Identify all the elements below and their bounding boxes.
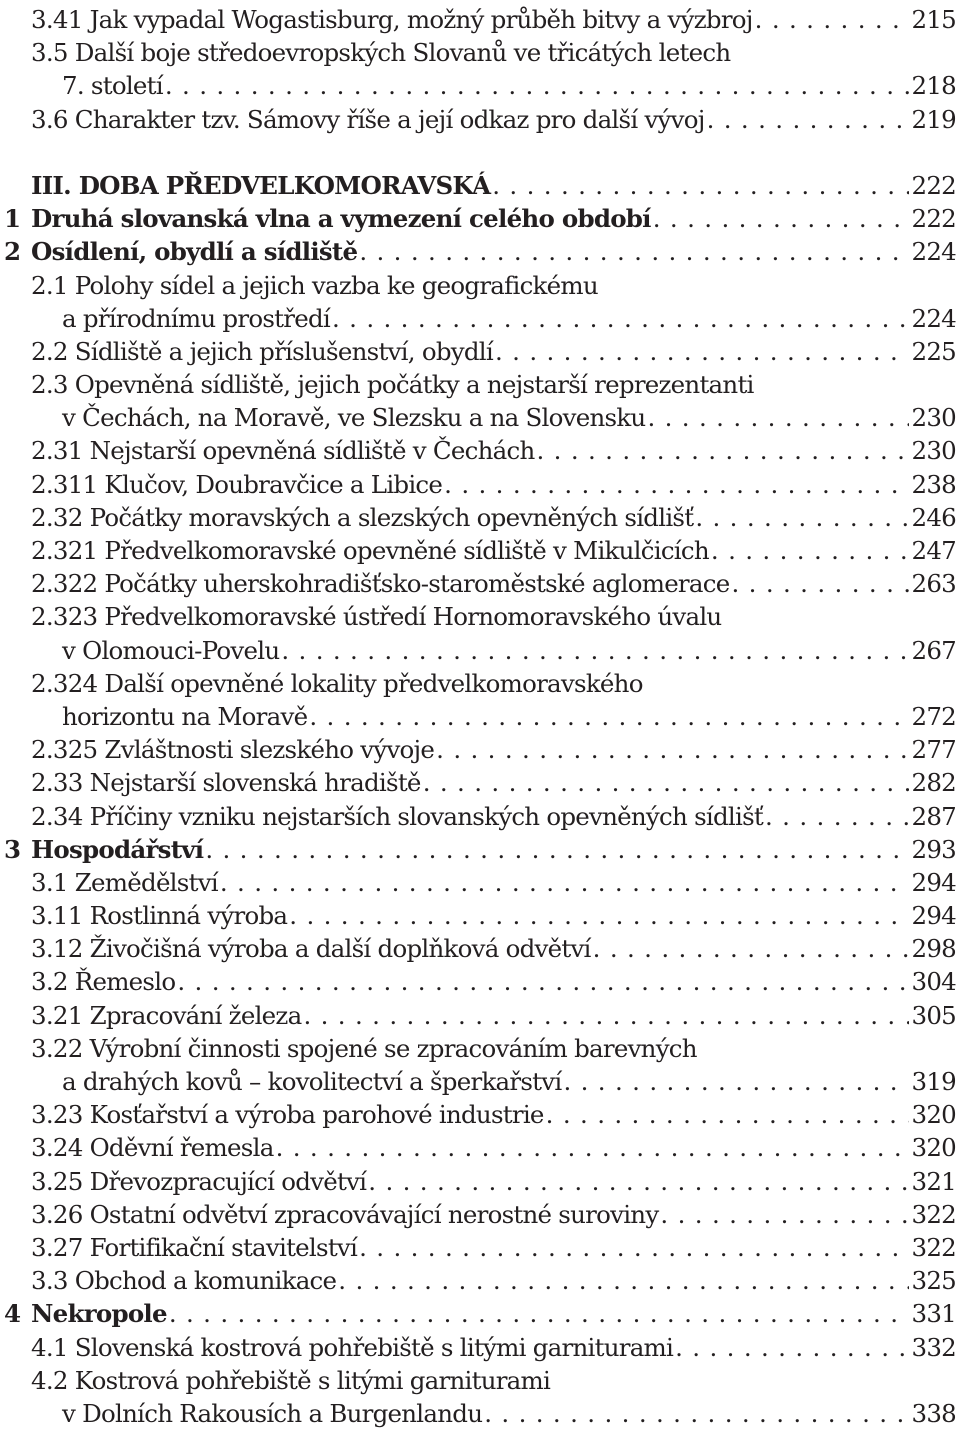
toc-entry [0, 1397, 960, 1430]
toc-page-number: 219 [911, 104, 956, 134]
dot-leader [492, 169, 909, 202]
toc-page-number: 293 [911, 834, 956, 864]
dot-leader [653, 202, 910, 235]
toc-page-number: 230 [911, 436, 956, 466]
toc-page-number: 294 [911, 867, 956, 897]
toc-entry-title: v Dolních Rakousích a Burgenlandu [62, 1398, 483, 1428]
toc-page-number: 222 [911, 204, 956, 234]
toc-entry [0, 501, 960, 534]
dot-leader [495, 335, 910, 368]
toc-entry-title: 2.322 Počátky uherskohradišťsko-staroměstské aglomerace [31, 569, 730, 599]
toc-entry-title: 3.21 Zpracování železa [31, 1000, 302, 1030]
toc-page-number: 298 [911, 934, 956, 964]
toc-page-number: 267 [911, 635, 956, 665]
toc-entry [0, 1331, 960, 1364]
toc-entry [0, 235, 960, 268]
toc-entry-title: 3.12 Živočišná výroba a další doplňková odvětví [31, 934, 591, 964]
toc-page-number: 321 [911, 1166, 956, 1196]
dot-leader [765, 800, 909, 833]
dot-leader [338, 1264, 909, 1297]
dot-leader [444, 468, 909, 501]
toc-page-number: 230 [911, 403, 956, 433]
toc-entry [0, 468, 960, 501]
toc-entry-title: 2.31 Nejstarší opevněná sídliště v Čechách [31, 436, 535, 466]
toc-page-number: 238 [911, 469, 956, 499]
toc-entry [0, 1297, 960, 1330]
toc-entry [0, 833, 960, 866]
toc-entry-title: 3.25 Dřevozpracující odvětví [31, 1166, 367, 1196]
toc-page-number: 246 [911, 502, 956, 532]
dot-leader [731, 567, 909, 600]
toc-page-number: 277 [911, 735, 956, 765]
toc-entry [0, 335, 960, 368]
toc-entry-title: III. DOBA PŘEDVELKOMORAVSKÁ [31, 170, 491, 200]
toc-entry-title: 3.2 Řemeslo [31, 967, 176, 997]
toc-entry-title: v Čechách, na Moravě, ve Slezsku a na Slovensku [62, 403, 646, 433]
toc-entry [0, 899, 960, 932]
toc-entry-title: 7. století [62, 71, 163, 101]
toc-page-number: 225 [911, 336, 956, 366]
dot-leader [309, 700, 909, 733]
toc-page-number: 224 [911, 237, 956, 267]
toc-entry [0, 1264, 960, 1297]
dot-leader [707, 103, 910, 136]
toc-page-number: 332 [911, 1332, 956, 1362]
toc-entry-title: 2.325 Zvláštnosti slezského vývoje [31, 735, 435, 765]
toc-entry [0, 965, 960, 998]
dot-leader [169, 1297, 910, 1330]
toc-page-number: 294 [911, 901, 956, 931]
toc-spacer [0, 136, 960, 169]
toc-entry [0, 302, 960, 335]
toc-chapter-number: 2 [4, 237, 21, 267]
toc-page-number: 322 [911, 1232, 956, 1262]
toc-entry-title: 3.3 Obchod a komunikace [31, 1266, 337, 1296]
toc-page-number: 272 [911, 701, 956, 731]
toc-entry-title: 3.24 Oděvní řemesla [31, 1133, 274, 1163]
toc-entry [0, 1065, 960, 1098]
toc-entry-title: 2.321 Předvelkomoravské opevněné sídliště v Mikulčicích [31, 536, 709, 565]
toc-entry [0, 36, 960, 69]
toc-entry-title: 2.32 Počátky moravských a slezských opevněných sídlišť [31, 502, 694, 532]
toc-entry-title: 3.41 Jak vypadal Wogastisburg, možný průběh bitvy a výzbroj [31, 5, 753, 34]
toc-entry [0, 401, 960, 434]
toc-entry [0, 1098, 960, 1131]
dot-leader [660, 1198, 909, 1231]
dot-leader [281, 634, 909, 667]
toc-entry-title: 3.11 Rostlinná výroba [31, 901, 288, 931]
toc-entry-title: 2.1 Polohy sídel a jejich vazba ke geografickému [31, 270, 598, 300]
toc-page-number: 222 [911, 170, 956, 200]
toc-entry [0, 269, 960, 302]
toc-entry-title: 2.3 Opevněná sídliště, jejich počátky a nejstarší reprezentanti [31, 370, 754, 400]
toc-page-number: 224 [911, 303, 956, 333]
toc-page-number: 305 [911, 1000, 956, 1030]
dot-leader [647, 401, 909, 434]
dot-leader [332, 302, 910, 335]
toc-entry [0, 103, 960, 136]
dot-leader [423, 766, 910, 799]
toc-entry-title: v Olomouci-Povelu [62, 635, 280, 665]
toc-page-number: 247 [911, 536, 956, 565]
toc-entry [0, 866, 960, 899]
dot-leader [359, 235, 909, 268]
dot-leader [177, 965, 909, 998]
toc-chapter-number: 4 [4, 1299, 21, 1329]
toc-entry [0, 932, 960, 965]
toc-entry-title: 2.2 Sídliště a jejich příslušenství, obydlí [31, 336, 493, 366]
toc-entry-title: 2.311 Klučov, Doubravčice a Libice [31, 469, 443, 499]
dot-leader [205, 833, 909, 866]
toc-page-number: 325 [911, 1266, 956, 1296]
toc-entry [0, 667, 960, 700]
toc-entry-title: Osídlení, obydlí a sídliště [31, 237, 358, 267]
dot-leader [303, 999, 909, 1032]
toc-entry-title: 2.324 Další opevněné lokality předvelkomoravského [31, 668, 643, 698]
toc-entry-title: 3.23 Kosťařství a výroba parohové industrie [31, 1100, 544, 1130]
toc-entry-title: Druhá slovanská vlna a vymezení celého období [31, 204, 651, 234]
toc-entry-title: Nekropole [31, 1299, 167, 1329]
toc-page-number: 287 [911, 801, 956, 831]
toc-entry-title: 3.26 Ostatní odvětví zpracovávající nerostné suroviny [31, 1199, 659, 1229]
toc-entry [0, 3, 960, 36]
toc-entry [0, 999, 960, 1032]
toc-entry [0, 1032, 960, 1065]
toc-entry [0, 534, 960, 567]
toc-chapter-number: 3 [4, 834, 21, 864]
dot-leader [436, 733, 909, 766]
toc-entry [0, 567, 960, 600]
toc-entry [0, 69, 960, 102]
toc-entry-title: 3.5 Další boje středoevropských Slovanů ve třicátých letech [31, 38, 731, 68]
dot-leader [755, 3, 910, 36]
toc-page-number: 331 [911, 1299, 956, 1329]
toc-entry-title: 3.27 Fortifikační stavitelství [31, 1232, 358, 1262]
toc-entry-title: a přírodnímu prostředí [62, 303, 330, 333]
toc-page-number: 320 [911, 1133, 956, 1163]
toc-entry-title: Hospodářství [31, 834, 204, 864]
toc-entry-title: 4.2 Kostrová pohřebiště s litými garniturami [31, 1365, 551, 1395]
toc-page-number: 218 [911, 71, 956, 101]
toc-page-number: 304 [911, 967, 956, 997]
toc-entry [0, 169, 960, 202]
dot-leader [675, 1331, 909, 1364]
toc-entry [0, 700, 960, 733]
dot-leader [711, 534, 910, 567]
toc-entry [0, 1364, 960, 1397]
toc-entry [0, 600, 960, 633]
dot-leader [536, 434, 909, 467]
dot-leader [546, 1098, 910, 1131]
toc-entry-title: 3.1 Zemědělství [31, 867, 218, 897]
toc-entry [0, 766, 960, 799]
toc-entry-title: a drahých kovů – kovolitectví a šperkařství [62, 1067, 562, 1096]
dot-leader [289, 899, 909, 932]
dot-leader [359, 1231, 909, 1264]
toc-entry-title: 2.34 Příčiny vzniku nejstarších slovanských opevněných sídlišť [31, 801, 763, 831]
toc-chapter-number: 1 [4, 204, 21, 234]
toc-page-number: 319 [911, 1067, 956, 1096]
toc-entry [0, 1165, 960, 1198]
dot-leader [484, 1397, 909, 1430]
dot-leader [276, 1131, 910, 1164]
toc-page-number: 263 [911, 569, 956, 599]
toc-entry [0, 202, 960, 235]
toc-entry [0, 733, 960, 766]
toc-page-number: 322 [911, 1199, 956, 1229]
toc-entry [0, 800, 960, 833]
toc-entry [0, 434, 960, 467]
toc-entry-title: 3.22 Výrobní činnosti spojené se zpracováním barevných [31, 1033, 697, 1063]
toc-entry [0, 1231, 960, 1264]
toc-entry-title: 3.6 Charakter tzv. Sámovy říše a její odkaz pro další vývoj [31, 104, 705, 134]
toc-entry-title: 4.1 Slovenská kostrová pohřebiště s litými garniturami [31, 1332, 674, 1362]
toc-page-number: 320 [911, 1100, 956, 1130]
dot-leader [563, 1065, 909, 1098]
toc-page-number: 215 [911, 5, 956, 34]
toc-entry [0, 368, 960, 401]
dot-leader [695, 501, 909, 534]
dot-leader [593, 932, 910, 965]
toc-entry-title: 2.33 Nejstarší slovenská hradiště [31, 768, 421, 798]
dot-leader [368, 1165, 909, 1198]
toc-entry [0, 634, 960, 667]
dot-leader [220, 866, 910, 899]
toc-entry-title: 2.323 Předvelkomoravské ústředí Hornomoravského úvalu [31, 602, 722, 632]
toc-page-number: 282 [911, 768, 956, 798]
dot-leader [165, 69, 910, 102]
toc-entry-title: horizontu na Moravě [62, 701, 308, 731]
toc-page-number: 338 [911, 1398, 956, 1428]
toc-entry [0, 1131, 960, 1164]
toc-entry [0, 1198, 960, 1231]
